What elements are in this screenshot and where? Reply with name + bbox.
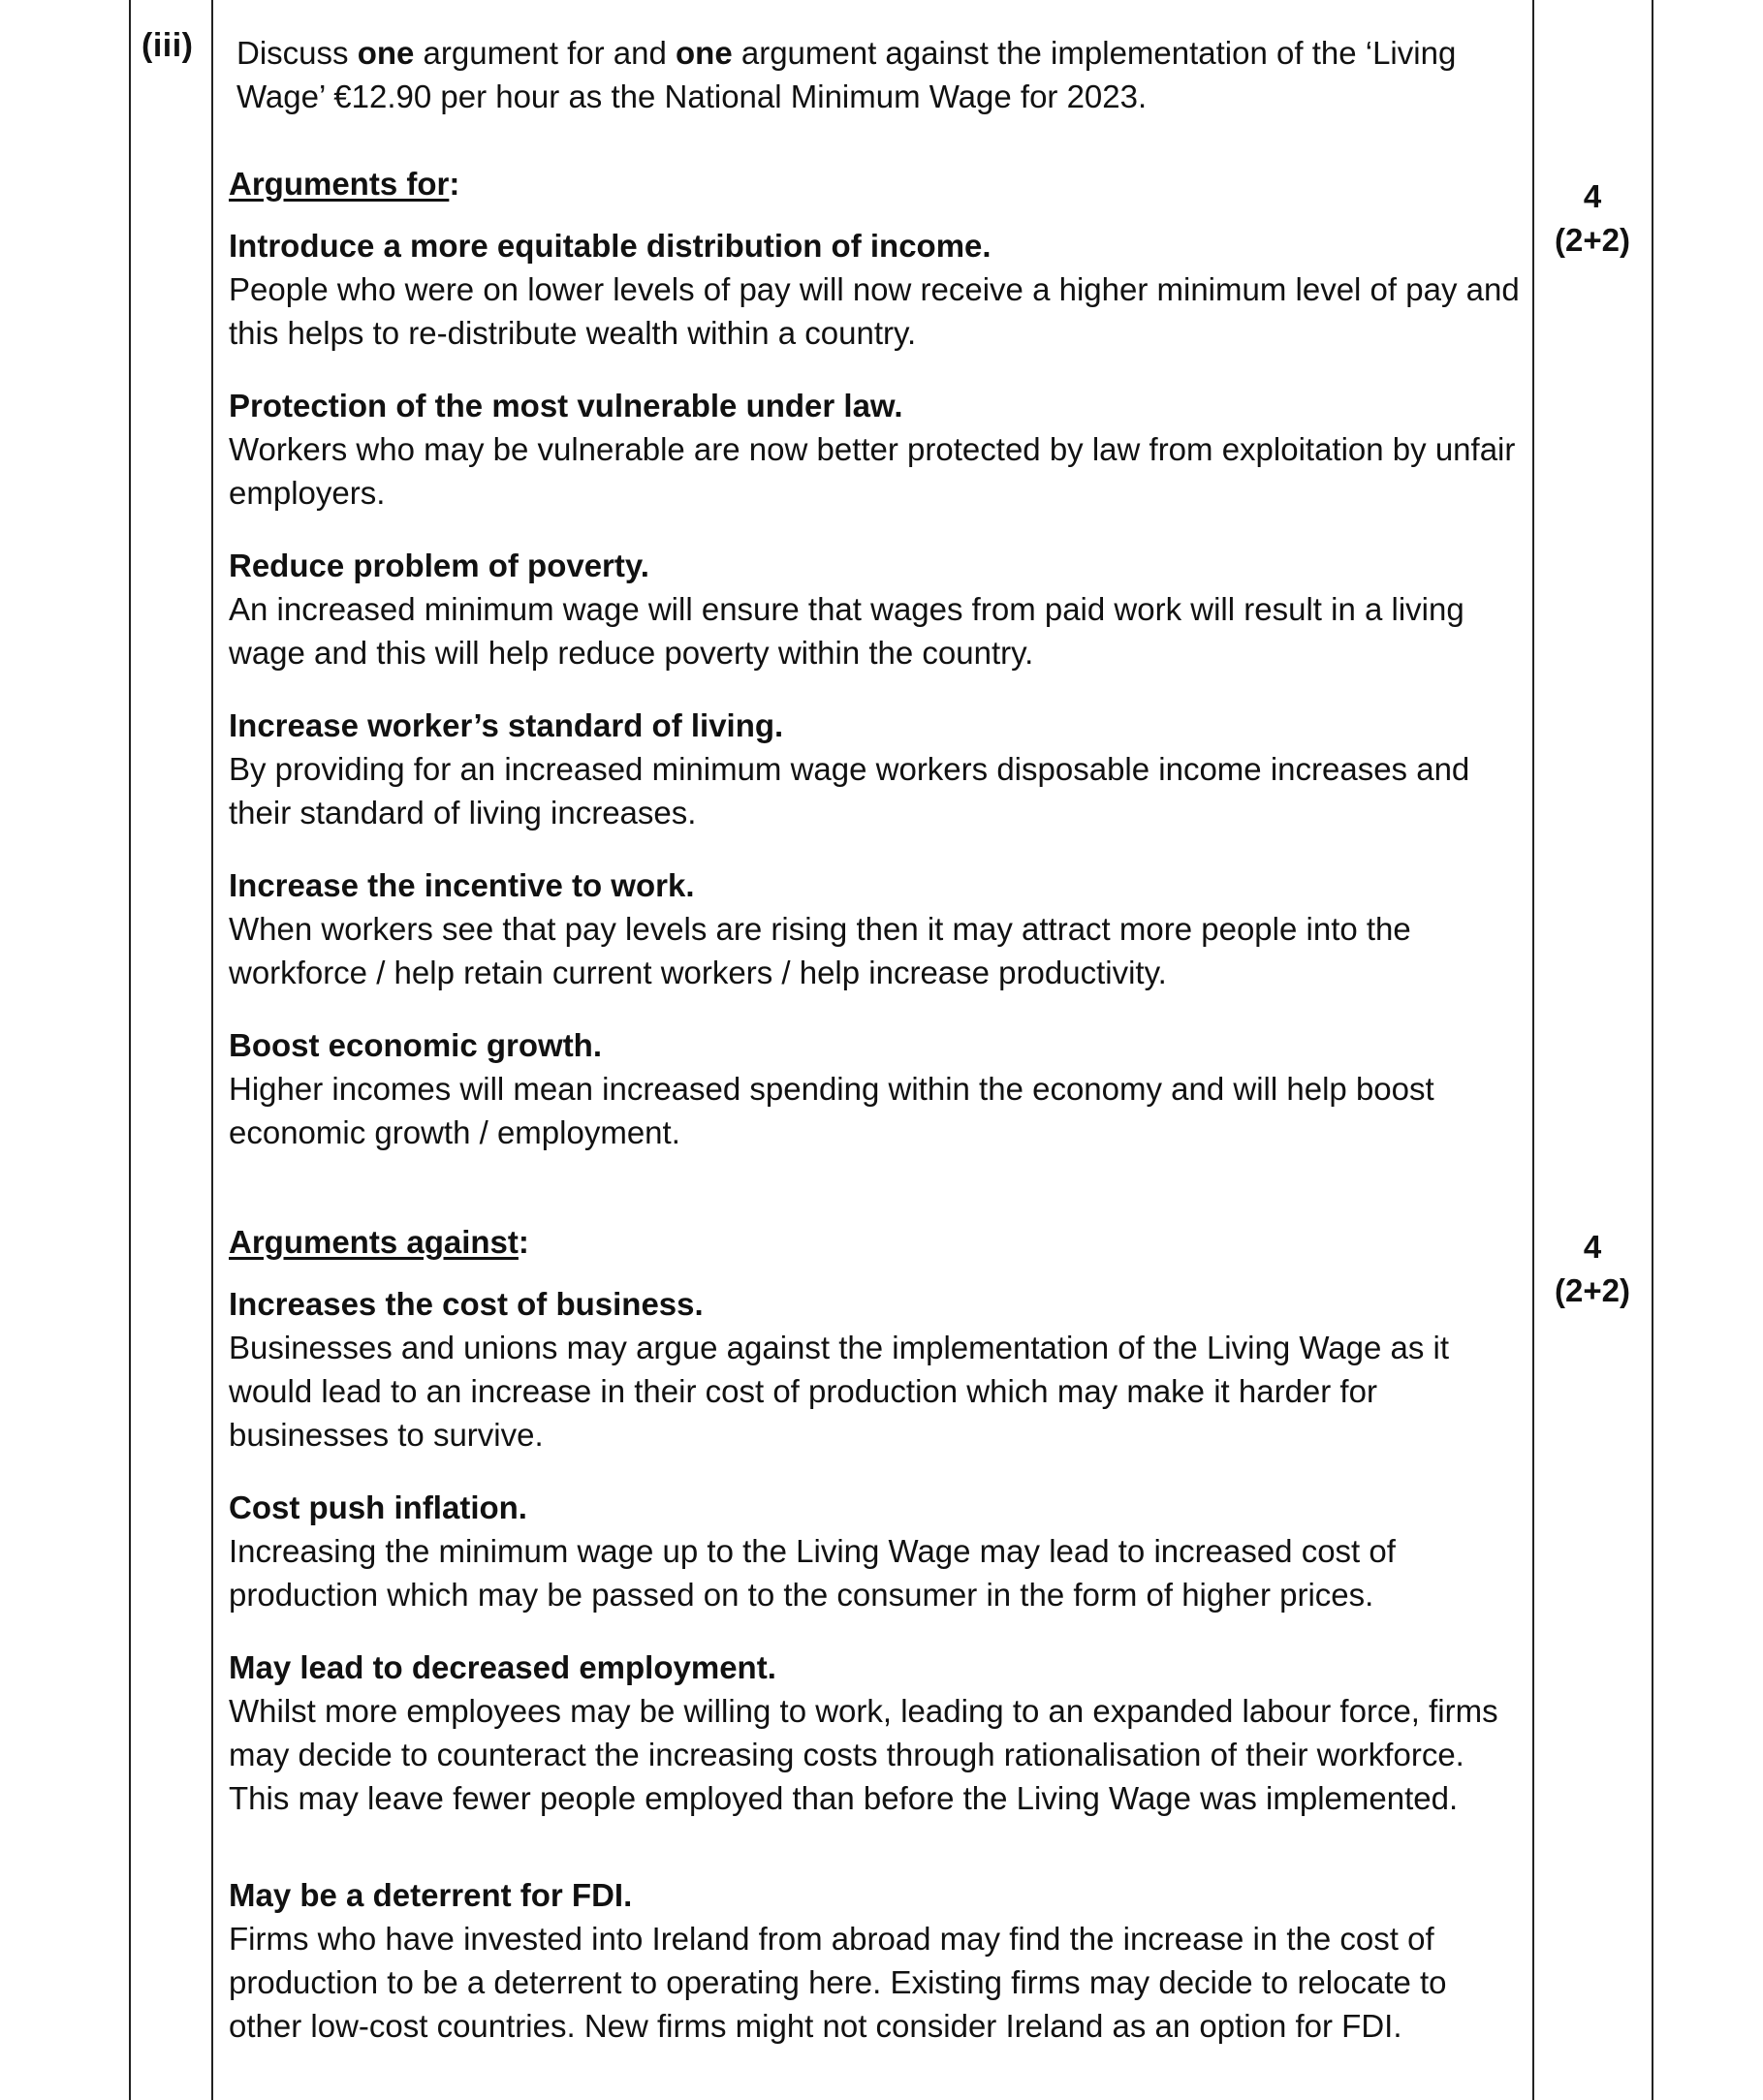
marks-breakdown: (2+2)	[1555, 222, 1630, 258]
argument-for-body: People who were on lower levels of pay will now receive a higher minimum level of pay and this helps to re-distribute wealth within a country.	[229, 271, 1520, 351]
argument-against-body: Increasing the minimum wage up to the Living Wage may lead to increased cost of production which may be passed on to the consumer in the form of higher prices.	[229, 1533, 1396, 1613]
marks-breakdown: (2+2)	[1555, 1272, 1630, 1308]
argument-for-body: When workers see that pay levels are rising then it may attract more people into the workforce / help retain current workers / help increase productivity.	[229, 911, 1411, 990]
answer-column	[229, 31, 1520, 2048]
marks-arguments-against	[1533, 1225, 1652, 1312]
argument-against-item	[229, 1282, 1520, 1457]
argument-for-title: Increase the incentive to work.	[229, 867, 695, 903]
argument-for-title: Increase worker’s standard of living.	[229, 707, 784, 743]
prompt-emphasis-1: one	[357, 35, 415, 71]
argument-for-title: Protection of the most vulnerable under law.	[229, 388, 903, 423]
argument-for-item	[229, 224, 1520, 355]
argument-for-body: Higher incomes will mean increased spending within the economy and will help boost economic growth / employment.	[229, 1071, 1434, 1150]
argument-against-body: Whilst more employees may be willing to work, leading to an expanded labour force, firms may decide to counteract the increasing costs through rationalisation of their workforce. This may leave fewer people employed than before the Living Wage was implemented.	[229, 1693, 1498, 1816]
marks-total: 4	[1583, 1229, 1602, 1265]
argument-against-item	[229, 1646, 1520, 1820]
arguments-for-heading-colon: :	[449, 166, 460, 202]
prompt-text-2: argument for and	[414, 35, 677, 71]
argument-against-body: Businesses and unions may argue against the implementation of the Living Wage as it would lead to an increase in their cost of production which may make it harder for businesses to survive.	[229, 1330, 1450, 1453]
marks-total: 4	[1583, 178, 1602, 214]
arguments-against-heading-text: Arguments against	[229, 1224, 519, 1260]
prompt-text-3: argument against the implementation of the ‘Living Wage’ €12.90 per hour as the National Minimum Wage for 2023.	[236, 35, 1457, 114]
prompt-text-1: Discuss	[236, 35, 358, 71]
table-border-right	[1652, 0, 1653, 2100]
argument-for-title: Boost economic growth.	[229, 1027, 603, 1063]
argument-for-item	[229, 384, 1520, 515]
argument-for-title: Reduce problem of poverty.	[229, 548, 649, 583]
argument-against-item	[229, 1873, 1520, 2048]
argument-for-body: By providing for an increased minimum wage workers disposable income increases and their standard of living increases.	[229, 751, 1470, 831]
table-border-number-column	[211, 0, 213, 2100]
argument-for-item	[229, 1023, 1520, 1154]
table-border-marks-column	[1532, 0, 1534, 2100]
argument-for-item	[229, 544, 1520, 674]
question-number: (iii)	[142, 27, 194, 64]
table-border-left	[129, 0, 131, 2100]
argument-for-body: An increased minimum wage will ensure that wages from paid work will result in a living wage and this will help reduce poverty within the country.	[229, 591, 1464, 671]
arguments-against-heading-colon: :	[518, 1224, 529, 1260]
argument-against-title: Cost push inflation.	[229, 1489, 527, 1525]
arguments-for-heading	[229, 162, 1520, 205]
question-prompt	[236, 31, 1520, 118]
argument-against-body: Firms who have invested into Ireland from abroad may find the increase in the cost of production to be a deterrent to operating here. Existing firms may decide to relocate to other low-cost countries. New firms might not consider Ireland as an option for FDI.	[229, 1921, 1447, 2044]
argument-against-item	[229, 1486, 1520, 1616]
argument-against-title: May lead to decreased employment.	[229, 1649, 776, 1685]
argument-for-body: Workers who may be vulnerable are now better protected by law from exploitation by unfair employers.	[229, 431, 1516, 511]
argument-for-item	[229, 863, 1520, 994]
marks-arguments-for	[1533, 174, 1652, 262]
argument-for-title: Introduce a more equitable distribution of income.	[229, 228, 992, 264]
arguments-against-heading	[229, 1220, 1520, 1264]
arguments-for-heading-text: Arguments for	[229, 166, 450, 202]
argument-against-title: Increases the cost of business.	[229, 1286, 704, 1322]
argument-against-title: May be a deterrent for FDI.	[229, 1877, 633, 1913]
argument-for-item	[229, 704, 1520, 834]
prompt-emphasis-2: one	[676, 35, 733, 71]
